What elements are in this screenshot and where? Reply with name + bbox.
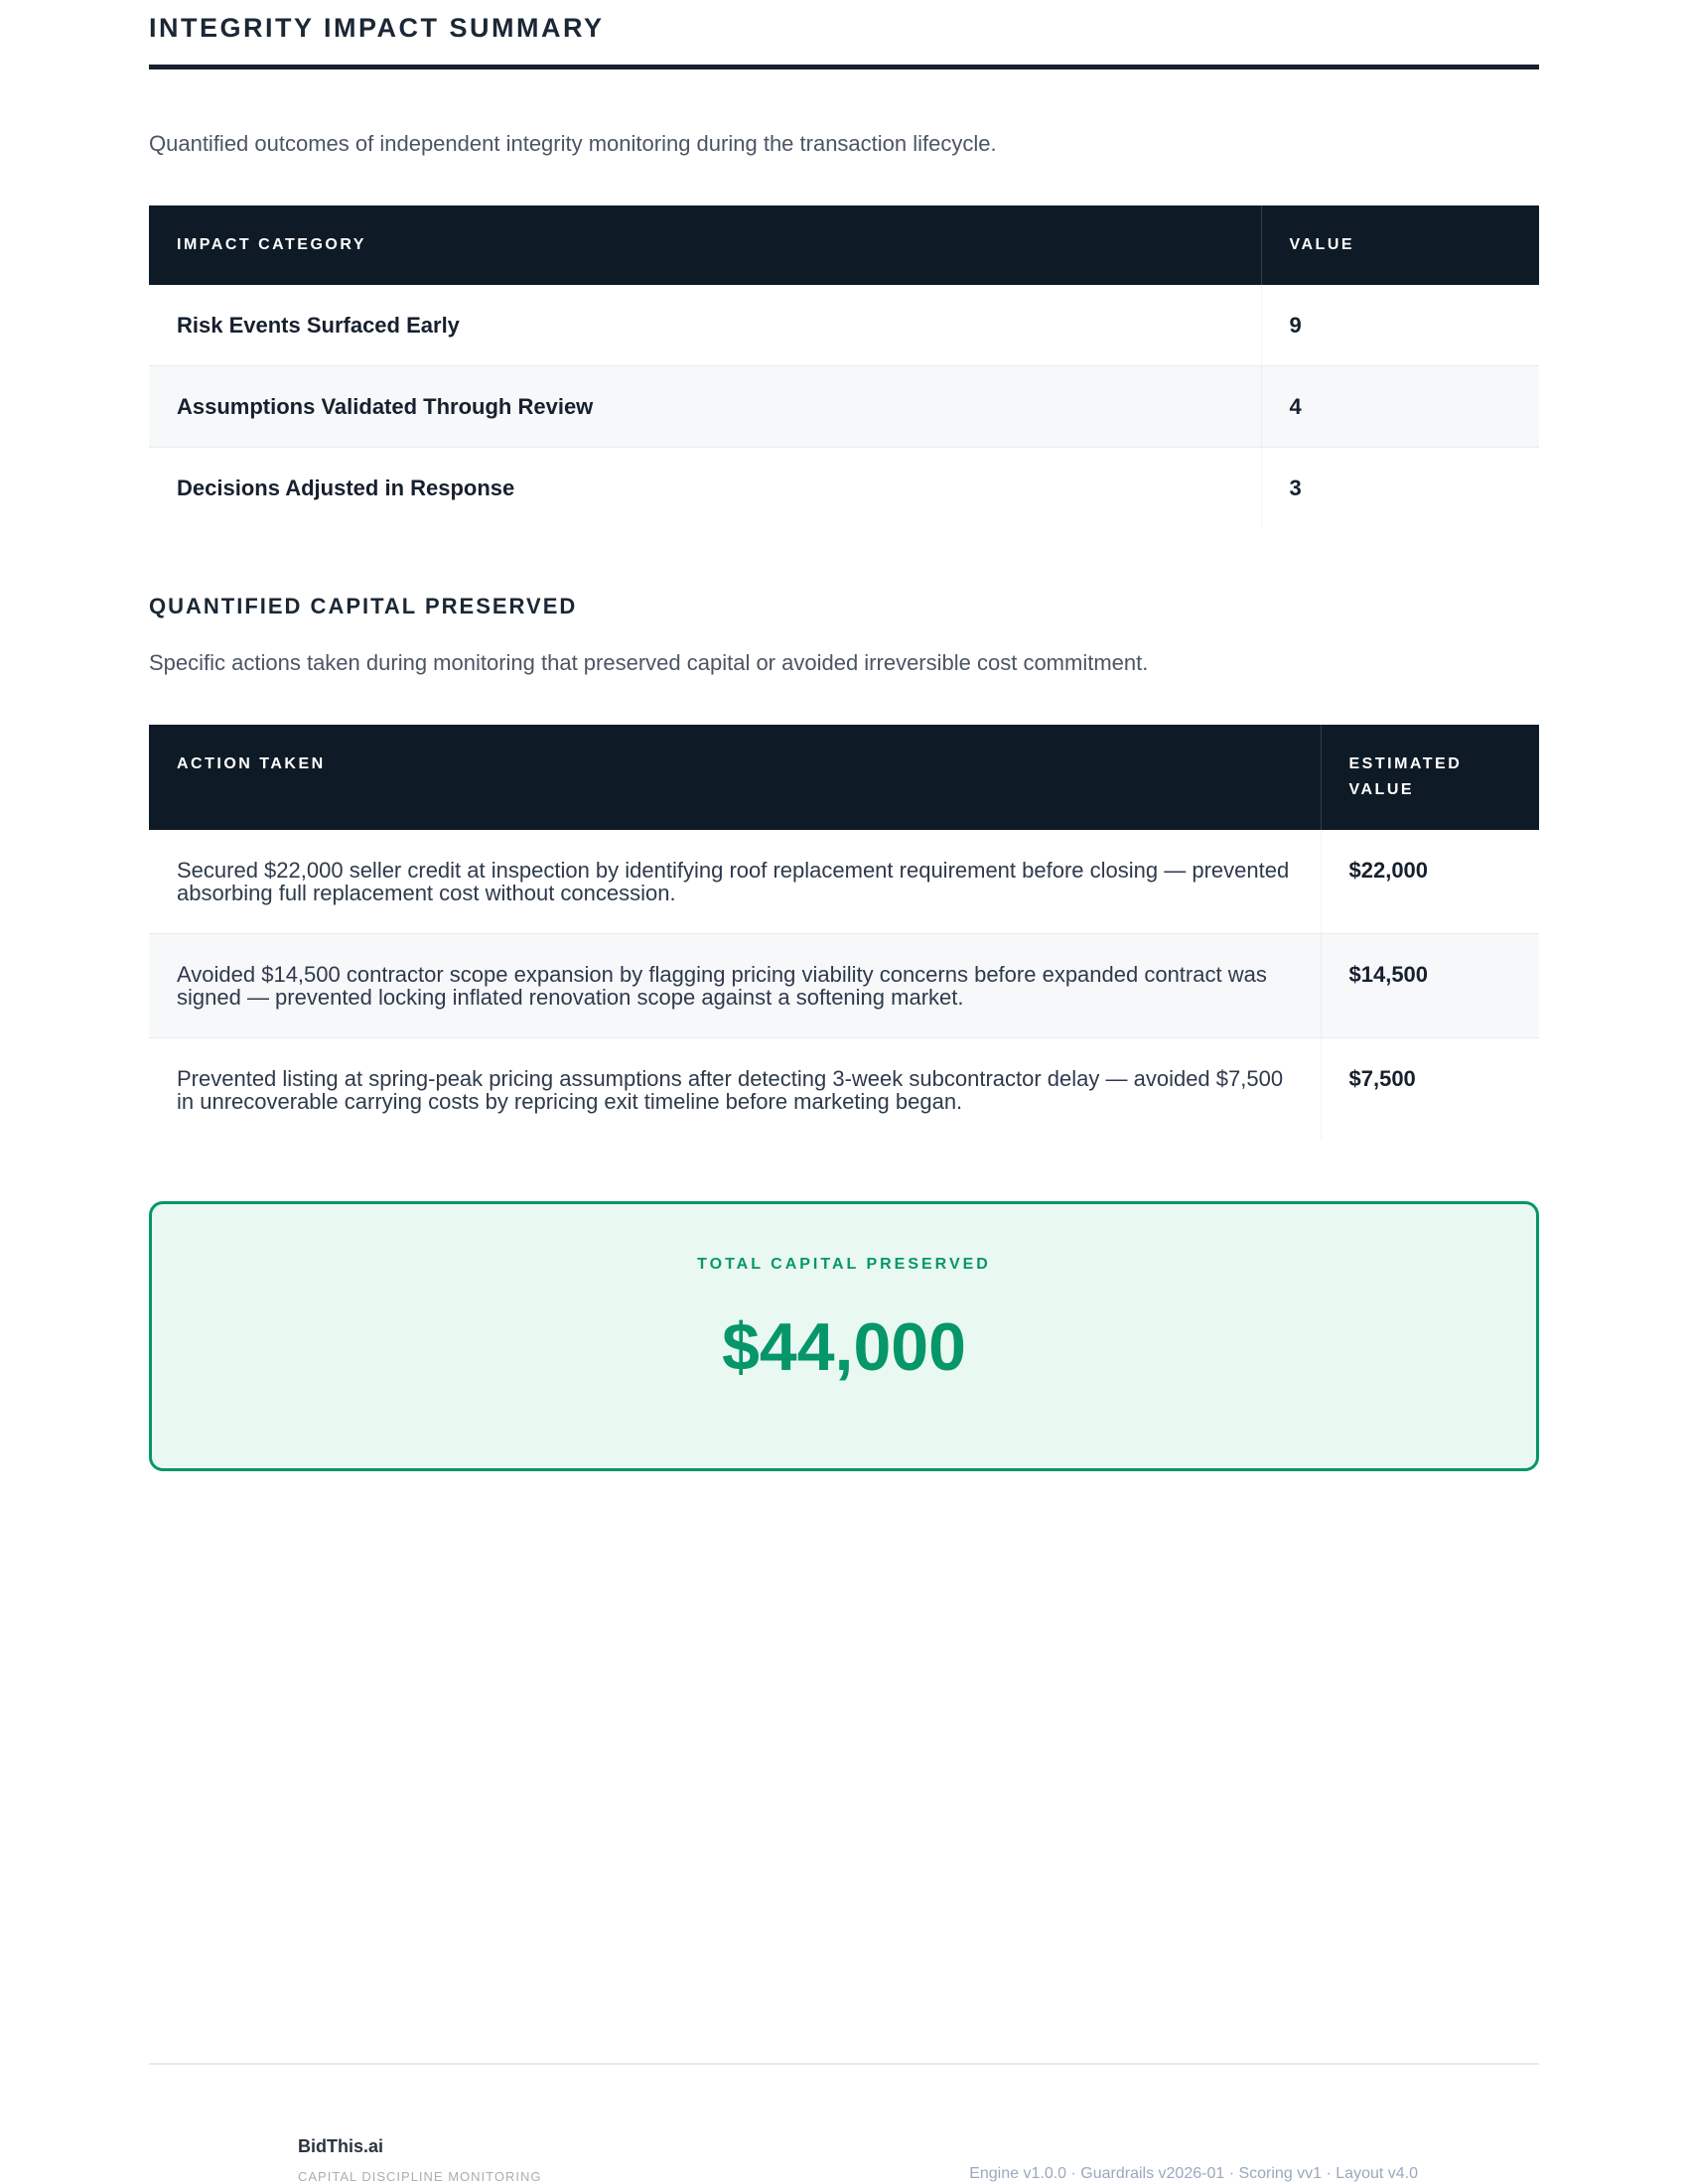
table-row — [149, 1037, 1539, 1142]
section-heading: QUANTIFIED CAPITAL PRESERVED — [149, 594, 578, 619]
version-meta: Engine v1.0.0 · Guardrails v2026-01 · Scoring vv1 · Layout v4.0 — [969, 2165, 1418, 2182]
impact-value: 4 — [1261, 366, 1539, 448]
title-rule — [149, 65, 1539, 69]
footer-brand-block — [298, 2136, 541, 2184]
action-value: $7,500 — [1321, 1037, 1539, 1142]
impact-value: 9 — [1261, 285, 1539, 366]
impact-table-header-row — [149, 205, 1539, 285]
brand-name: BidThis.ai — [298, 2136, 384, 2156]
estimated-value-header: ESTIMATED VALUE — [1321, 725, 1539, 830]
section-description: Specific actions taken during monitoring that preserved capital or avoided irreversible cost commitment. — [149, 649, 1149, 675]
action-description: Avoided $14,500 contractor scope expansion by flagging pricing viability concerns before expanded contract was signed — prevented locking inflated renovation scope against a softening market. — [177, 961, 1267, 1010]
actions-table-header-row — [149, 725, 1539, 830]
table-row — [149, 285, 1539, 366]
action-description: Prevented listing at spring-peak pricing assumptions after detecting 3-week subcontractor delay — avoided $7,500 in unrecoverable carrying costs by repricing exit timeline before marketing began. — [177, 1065, 1284, 1114]
action-taken-header: ACTION TAKEN — [149, 725, 1321, 830]
page-footer — [149, 2063, 1539, 2184]
page-title: INTEGRITY IMPACT SUMMARY — [149, 13, 605, 43]
total-capital-amount: $44,000 — [722, 1308, 966, 1385]
impact-table — [149, 205, 1539, 528]
impact-category: Risk Events Surfaced Early — [177, 313, 460, 339]
actions-table — [149, 725, 1539, 1142]
table-row — [149, 933, 1539, 1037]
total-capital-box — [149, 1201, 1539, 1471]
action-description: Secured $22,000 seller credit at inspection by identifying roof replacement requirement before closing — prevented absorbing full replacement cost without concession. — [177, 857, 1290, 905]
table-row — [149, 448, 1539, 529]
impact-category: Decisions Adjusted in Response — [177, 476, 515, 501]
impact-category: Assumptions Validated Through Review — [177, 394, 594, 420]
impact-value: 3 — [1261, 448, 1539, 529]
brand-tagline: CAPITAL DISCIPLINE MONITORING — [298, 2169, 542, 2184]
impact-category-header: IMPACT CATEGORY — [149, 205, 1261, 285]
table-row — [149, 830, 1539, 934]
total-capital-label: TOTAL CAPITAL PRESERVED — [697, 1255, 991, 1273]
action-value: $22,000 — [1321, 830, 1539, 934]
report-page — [149, 0, 1539, 1471]
impact-value-header: VALUE — [1261, 205, 1539, 285]
table-row — [149, 366, 1539, 448]
action-value: $14,500 — [1321, 933, 1539, 1037]
intro-text: Quantified outcomes of independent integrity monitoring during the transaction lifecycle. — [149, 131, 997, 157]
